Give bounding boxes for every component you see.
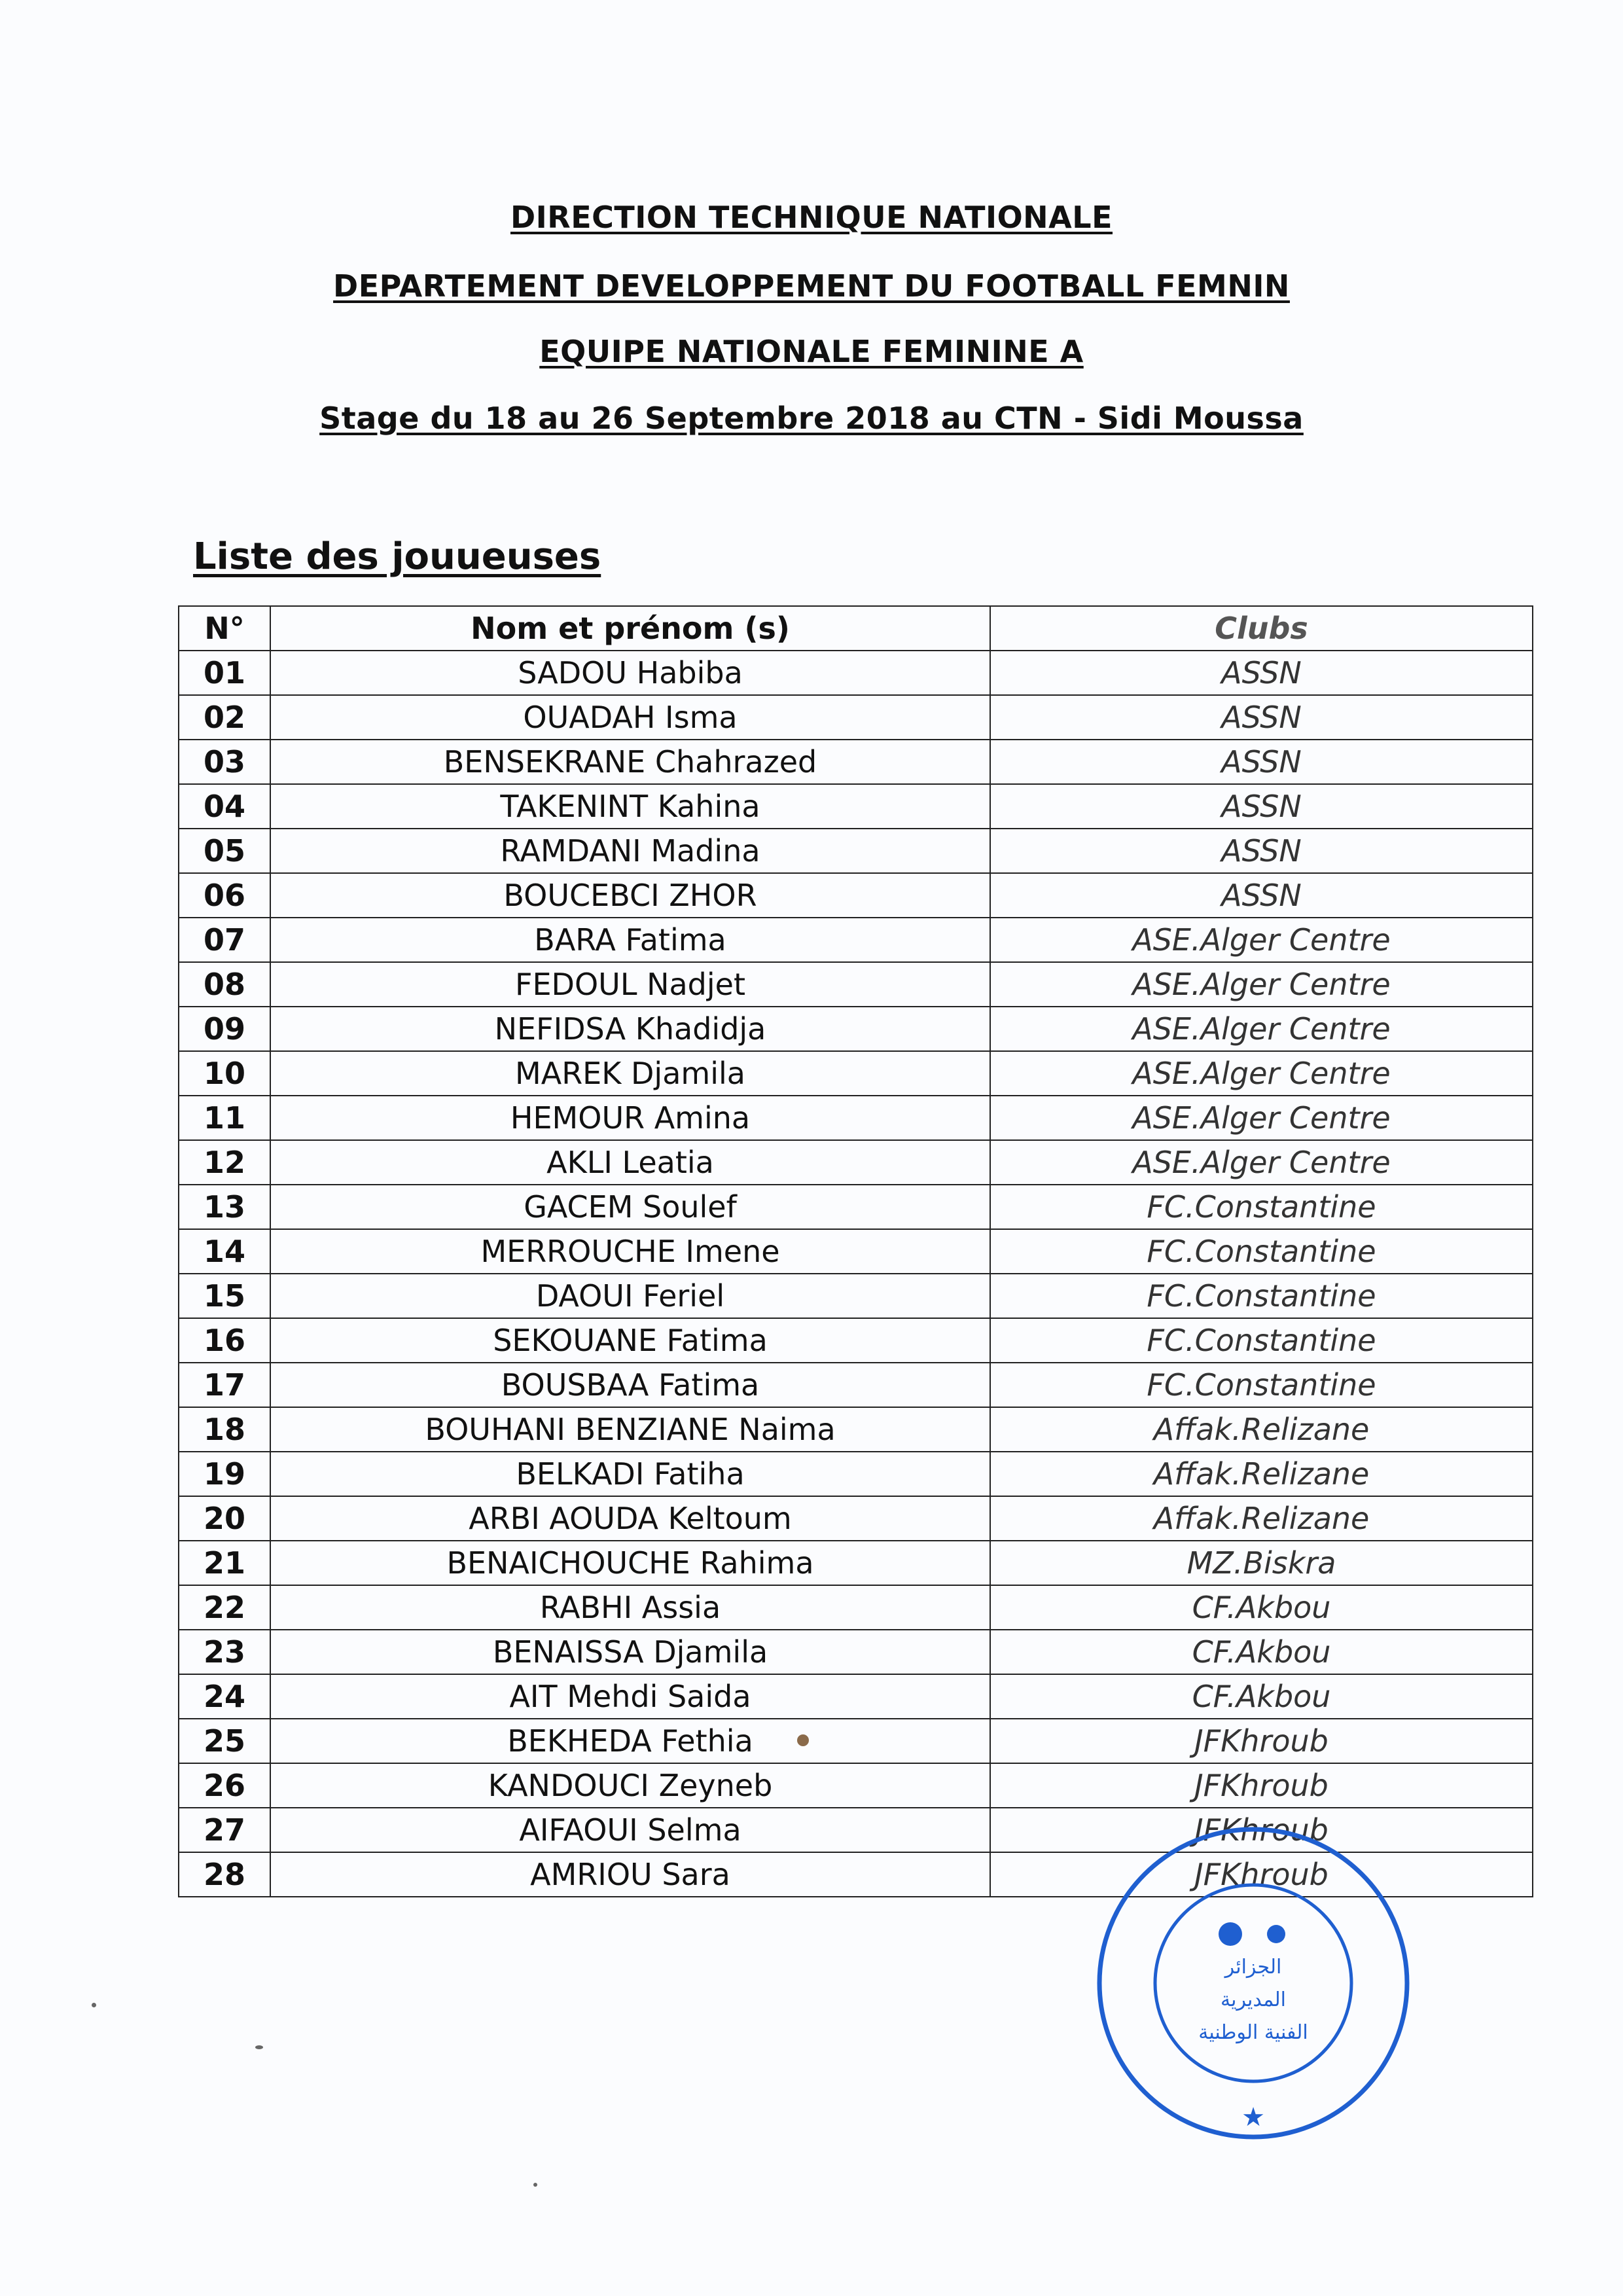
club-name: ASSN [990,784,1533,829]
table-row [179,1763,1533,1808]
player-name: SADOU Habiba [270,651,990,695]
table-row [179,1452,1533,1496]
stamp-star-icon: ★ [1241,2102,1265,2132]
player-name: HEMOUR Amina [270,1096,990,1140]
player-name: BOUHANI BENZIANE Naima [270,1407,990,1452]
club-name: ASSN [990,740,1533,784]
club-name: ASSN [990,695,1533,740]
table-row [179,740,1533,784]
row-number: 08 [179,962,270,1007]
row-number: 18 [179,1407,270,1452]
club-name: ASE.Alger Centre [990,918,1533,962]
club-name: ASE.Alger Centre [990,962,1533,1007]
player-name: NEFIDSA Khadidja [270,1007,990,1051]
player-name: MAREK Djamila [270,1051,990,1096]
header-line-3: EQUIPE NATIONALE FEMININE A [539,334,1084,369]
row-number: 23 [179,1630,270,1674]
row-number: 28 [179,1852,270,1897]
table-row [179,1140,1533,1185]
table-row [179,1007,1533,1051]
row-number: 11 [179,1096,270,1140]
row-number: 02 [179,695,270,740]
row-number: 12 [179,1140,270,1185]
player-name: BENAISSA Djamila [270,1630,990,1674]
row-number: 25 [179,1719,270,1763]
player-name: TAKENINT Kahina [270,784,990,829]
table-row [179,1318,1533,1363]
club-name: FC.Constantine [990,1185,1533,1229]
row-number: 05 [179,829,270,873]
club-name: ASSN [990,651,1533,695]
table-row [179,1585,1533,1630]
table-row [179,1274,1533,1318]
player-name: OUADAH Isma [270,695,990,740]
player-name: GACEM Soulef [270,1185,990,1229]
table-row [179,962,1533,1007]
ink-spot [797,1734,809,1746]
table-row [179,873,1533,918]
club-name: CF.Akbou [990,1630,1533,1674]
player-name: MERROUCHE Imene [270,1229,990,1274]
speck [533,2183,537,2187]
table-row [179,1363,1533,1407]
row-number: 14 [179,1229,270,1274]
player-name: AKLI Leatia [270,1140,990,1185]
club-name: ASE.Alger Centre [990,1051,1533,1096]
row-number: 03 [179,740,270,784]
player-name: RABHI Assia [270,1585,990,1630]
club-name: Affak.Relizane [990,1407,1533,1452]
club-name: Affak.Relizane [990,1452,1533,1496]
list-title: Liste des jouueuses [193,535,601,578]
table-row [179,1051,1533,1096]
table-row [179,695,1533,740]
club-name: CF.Akbou [990,1674,1533,1719]
row-number: 17 [179,1363,270,1407]
club-name: JFKhroub [990,1763,1533,1808]
club-name: ASE.Alger Centre [990,1140,1533,1185]
club-name: ASSN [990,829,1533,873]
row-number: 06 [179,873,270,918]
speck [255,2045,263,2049]
row-number: 04 [179,784,270,829]
player-name: KANDOUCI Zeyneb [270,1763,990,1808]
table-row [179,918,1533,962]
row-number: 13 [179,1185,270,1229]
row-number: 16 [179,1318,270,1363]
row-number: 24 [179,1674,270,1719]
stamp-line-1: الجزائر [1224,1956,1282,1979]
club-name: JFKhroub [990,1852,1533,1897]
player-name: SEKOUANE Fatima [270,1318,990,1363]
table-row [179,1674,1533,1719]
club-name: ASE.Alger Centre [990,1096,1533,1140]
header-line-4: Stage du 18 au 26 Septembre 2018 au CTN - Sidi Moussa [319,401,1304,436]
player-name: BOUCEBCI ZHOR [270,873,990,918]
table-row [179,829,1533,873]
column-header-number: N° [179,606,270,651]
row-number: 27 [179,1808,270,1852]
table-header-row [179,606,1533,651]
player-name: FEDOUL Nadjet [270,962,990,1007]
player-name: AIT Mehdi Saida [270,1674,990,1719]
player-name: AMRIOU Sara [270,1852,990,1897]
club-name: Affak.Relizane [990,1496,1533,1541]
row-number: 07 [179,918,270,962]
table-row [179,1407,1533,1452]
club-name: ASSN [990,873,1533,918]
table-row [179,1096,1533,1140]
stamp-crescent-icon [1219,1922,1285,1946]
table-row [179,1185,1533,1229]
player-name: BENSEKRANE Chahrazed [270,740,990,784]
table-row [179,1719,1533,1763]
stamp-line-3: الفنية الوطنية [1198,2021,1308,2044]
player-name: RAMDANI Madina [270,829,990,873]
speck [92,2003,96,2007]
column-header-club: Clubs [990,606,1533,651]
stamp-line-2: المديرية [1221,1988,1286,2011]
club-name: MZ.Biskra [990,1541,1533,1585]
header-line-1: DIRECTION TECHNIQUE NATIONALE [510,200,1113,235]
club-name: FC.Constantine [990,1274,1533,1318]
table-row [179,1541,1533,1585]
header-line-2: DEPARTEMENT DEVELOPPEMENT DU FOOTBALL FEMNIN [333,268,1290,304]
row-number: 01 [179,651,270,695]
player-name: AIFAOUI Selma [270,1808,990,1852]
row-number: 20 [179,1496,270,1541]
table-row [179,1496,1533,1541]
table-row [179,1630,1533,1674]
row-number: 21 [179,1541,270,1585]
player-name: BOUSBAA Fatima [270,1363,990,1407]
player-name: DAOUI Feriel [270,1274,990,1318]
table-row [179,1229,1533,1274]
club-name: FC.Constantine [990,1318,1533,1363]
row-number: 10 [179,1051,270,1096]
table-row [179,651,1533,695]
table-row [179,784,1533,829]
player-name: BENAICHOUCHE Rahima [270,1541,990,1585]
row-number: 15 [179,1274,270,1318]
row-number: 09 [179,1007,270,1051]
player-name: BELKADI Fatiha [270,1452,990,1496]
club-name: JFKhroub [990,1808,1533,1852]
row-number: 19 [179,1452,270,1496]
club-name: CF.Akbou [990,1585,1533,1630]
player-name: BARA Fatima [270,918,990,962]
player-name: BEKHEDA Fethia [270,1719,990,1763]
official-stamp [1090,1820,1417,2147]
club-name: FC.Constantine [990,1363,1533,1407]
row-number: 26 [179,1763,270,1808]
players-table [178,605,1533,1897]
row-number: 22 [179,1585,270,1630]
club-name: JFKhroub [990,1719,1533,1763]
player-name: ARBI AOUDA Keltoum [270,1496,990,1541]
club-name: FC.Constantine [990,1229,1533,1274]
column-header-name: Nom et prénom (s) [270,606,990,651]
club-name: ASE.Alger Centre [990,1007,1533,1051]
